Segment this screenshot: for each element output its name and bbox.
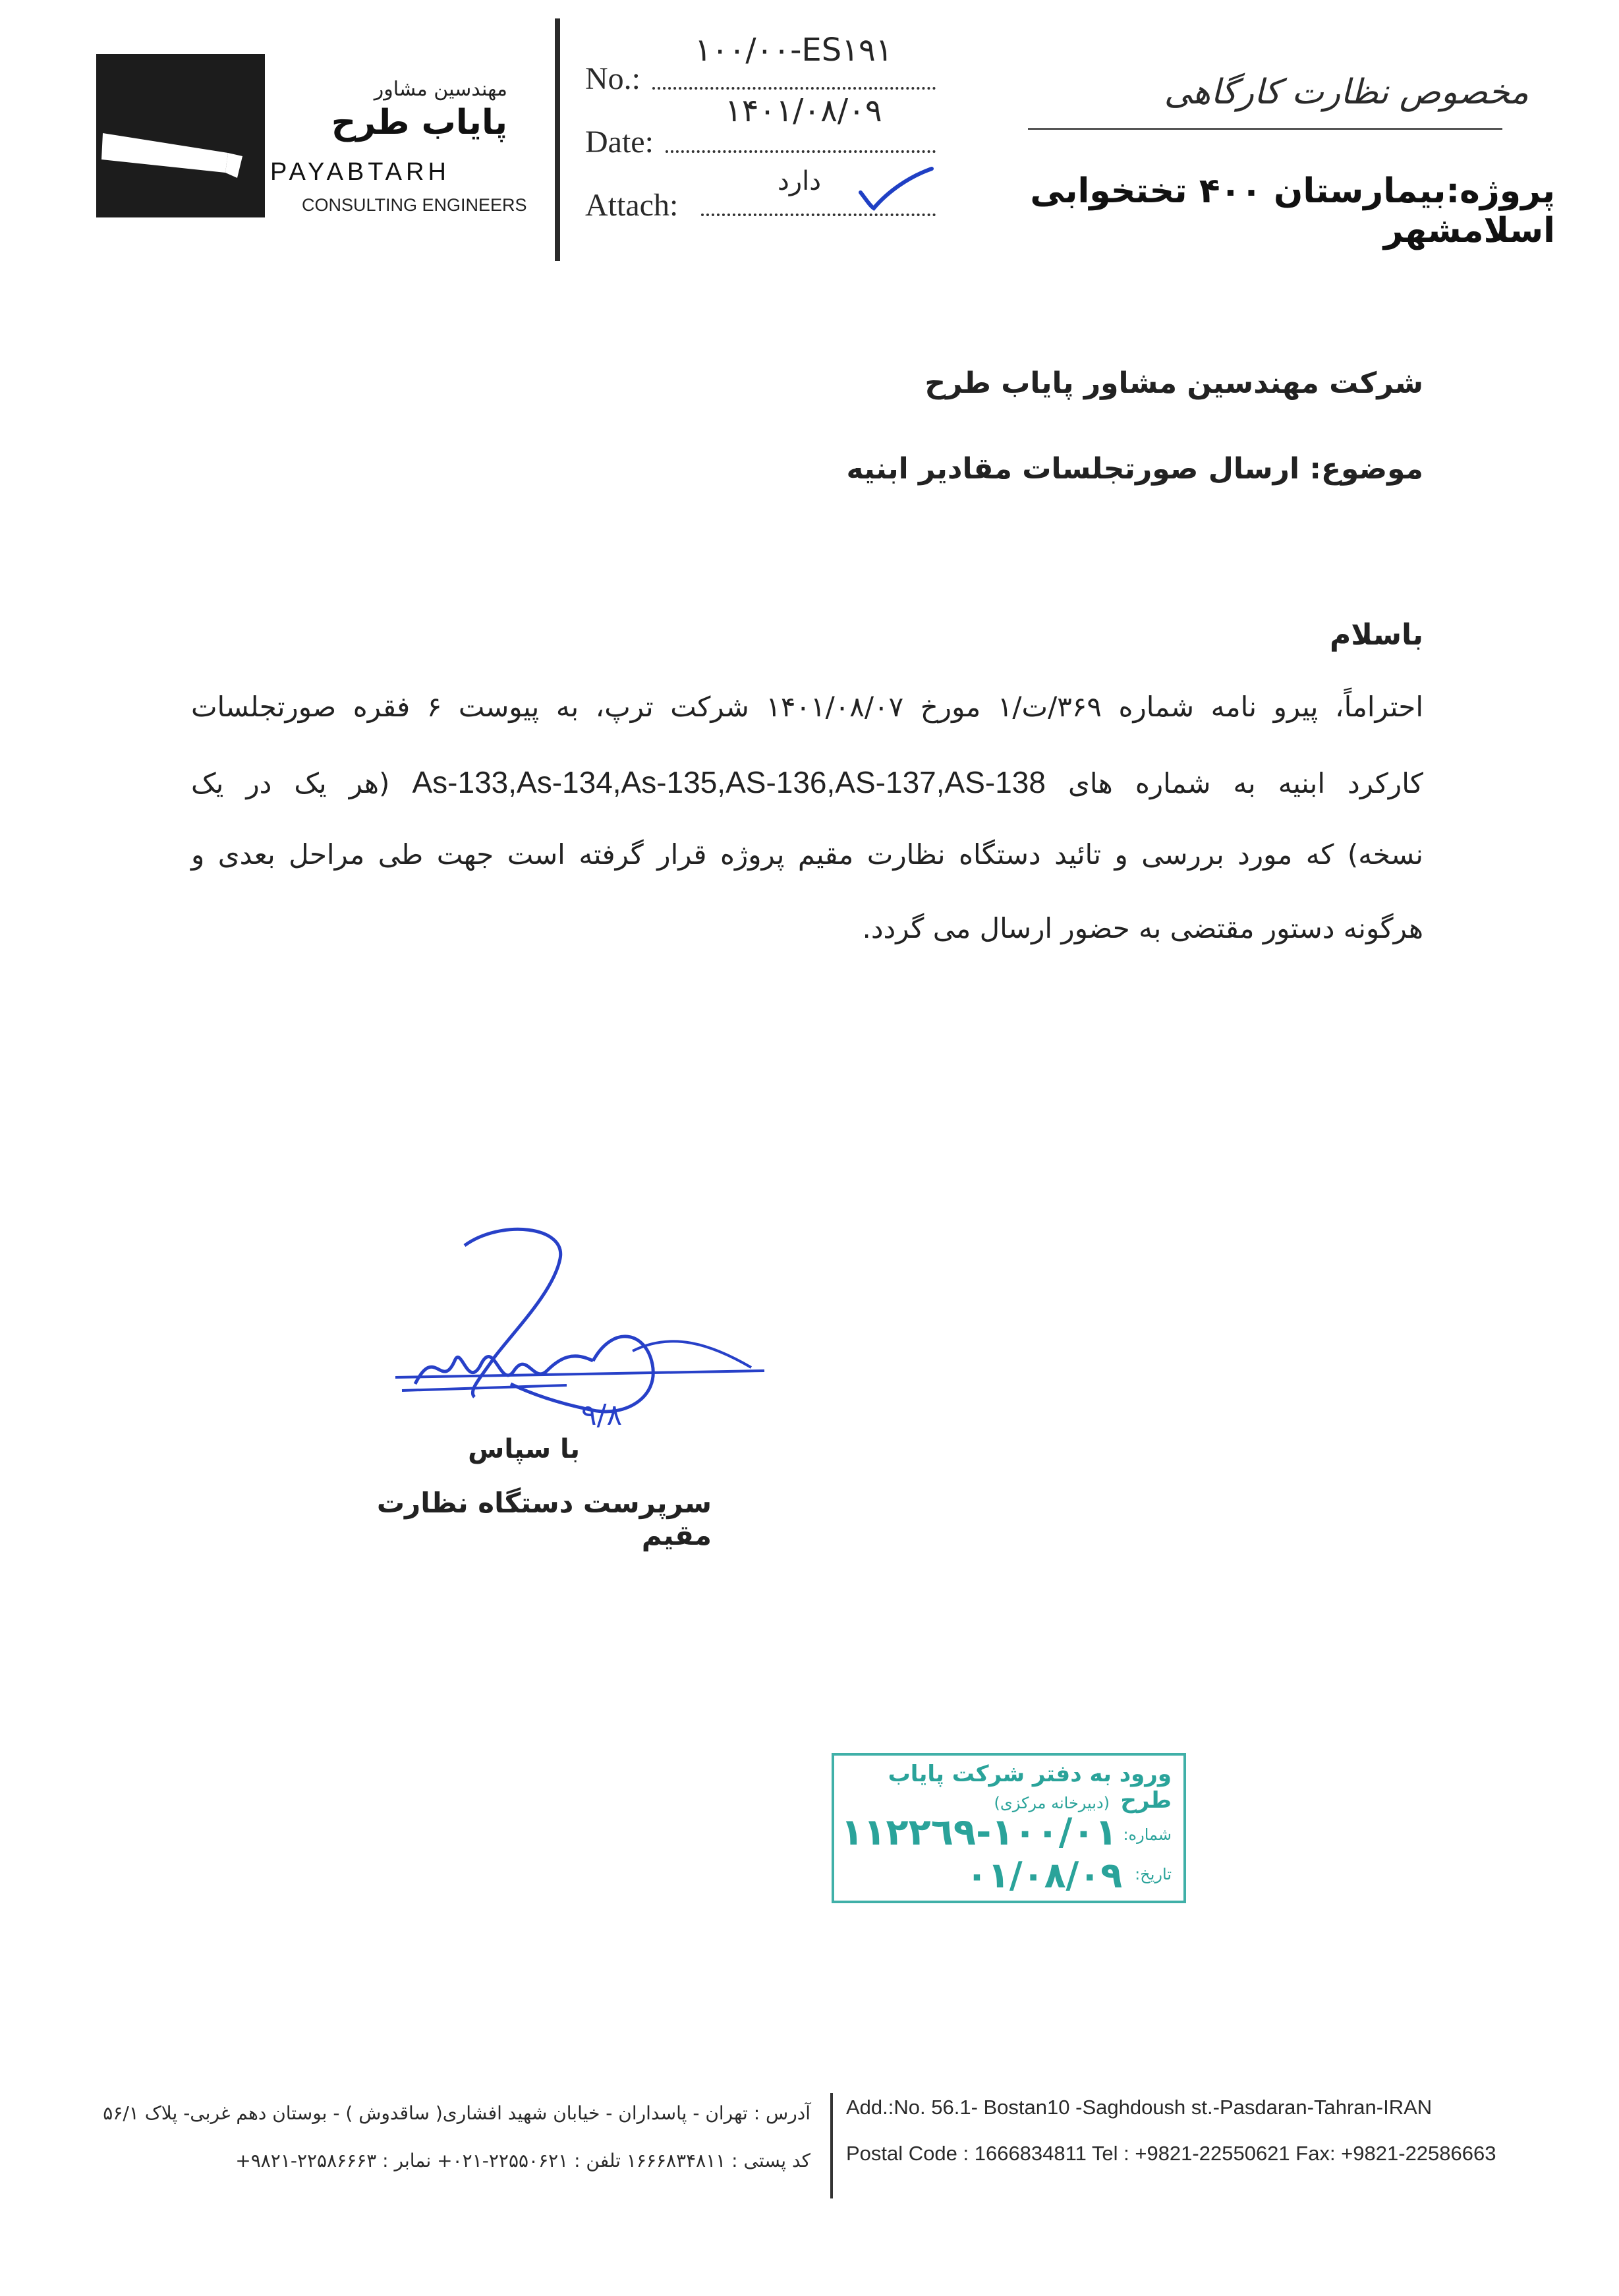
stamp-subtitle: (دبیرخانه مرکزی) (994, 1794, 1110, 1812)
stamp-number-value: ١٠٠/٠١-١١٢٢٦٩ (841, 1811, 1118, 1854)
header-divider (555, 18, 560, 261)
body-line-2-end: (هر یک در یک (191, 767, 390, 799)
letter-greeting: باسلام (1330, 618, 1423, 652)
registration-stamp (832, 1753, 1186, 1903)
body-line-1: احتراماً، پیرو نامه شماره ۳۶۹/ت/۱ مورخ ۱۴۰۱/۰۸/۰۷ شرکت ترپ، به پیوست ۶ فقره صورتجلسات (191, 691, 1424, 723)
document-codes: As-133,As-134,As-135,AS-136,AS-137,AS-138 (412, 765, 1046, 799)
project-name: پروژه:بیمارستان ۴۰۰ تختخوابی اسلامشهر (1030, 171, 1555, 250)
header-title: مخصوص نظارت کارگاهی (1164, 72, 1529, 112)
logo-english-name: PAYABTARH (270, 158, 450, 186)
logo-stripe-icon (96, 54, 265, 217)
signature-date-note: ٩/٨ (581, 1398, 623, 1432)
stamp-date-label: تاریخ: (1135, 1865, 1172, 1883)
letter-recipient: شرکت مهندسین مشاور پایاب طرح (924, 366, 1423, 400)
footer-address-english: Add.:No. 56.1- Bostan10 -Saghdoush st.-Pasdaran-Tahran-IRAN (846, 2096, 1433, 2119)
footer-address-persian: آدرس : تهران - پاسداران - خیابان شهید افشاری( ساقدوش ) - بوستان دهم غربی- پلاک ۵۶/۱ (103, 2102, 810, 2124)
stamp-date-value: ٠١/٠٨/٠٩ (966, 1854, 1123, 1896)
logo-persian-subtitle: مهندسین مشاور (374, 78, 507, 101)
footer-contact-persian: کد پستی : ۱۶۶۶۸۳۴۸۱۱ تلفن : ۲۲۵۵۰۶۲۱-۰۲۱+ نمابر : ۲۲۵۸۶۶۶۳-۹۸۲۱+ (235, 2150, 810, 2171)
attachment-label: Attach: (585, 188, 679, 223)
letter-number-dotted-line (652, 87, 936, 90)
stamp-number-label: شماره: (1123, 1825, 1172, 1844)
signer-title: سرپرست دستگاه نظارت مقیم (376, 1487, 712, 1551)
handwritten-signature (395, 1219, 791, 1456)
letter-date-value: ١۴٠١/٠٨/٠٩ (725, 92, 882, 129)
letter-subject: موضوع: ارسال صورتجلسات مقادیر ابنیه (846, 452, 1423, 486)
letter-date-label: Date: (585, 125, 654, 159)
body-line-2-start: کارکرد ابنیه به شماره های (1068, 767, 1423, 799)
attachment-value: دارد (778, 166, 822, 196)
letter-date-dotted-line (666, 150, 936, 153)
logo-persian-name: پایاب طرح (331, 103, 507, 142)
letter-number-value: ١٠٠/٠٠-ES١٩١ (695, 32, 893, 69)
footer-contact-english: Postal Code : 1666834811 Tel : +9821-22550621 Fax: +9821-22586663 (846, 2142, 1496, 2165)
closing-thanks: با سپاس (468, 1434, 580, 1464)
header-title-underline (1028, 128, 1502, 130)
body-line-3: نسخه) که مورد بررسی و تائید دستگاه نظارت مقیم پروژه قرار گرفته است جهت طی مراحل بعدی و (191, 838, 1423, 871)
body-line-4: هرگونه دستور مقتضی به حضور ارسال می گردد. (862, 912, 1423, 944)
company-logo-mark (96, 54, 265, 217)
stamp-title: ورود به دفتر شرکت پایاب طرح (888, 1761, 1172, 1814)
letter-number-label: No.: (585, 61, 640, 96)
checkmark-icon (857, 165, 936, 217)
logo-english-subtitle: CONSULTING ENGINEERS (302, 195, 527, 215)
body-line-2 (191, 764, 1423, 800)
footer-divider (830, 2093, 833, 2198)
